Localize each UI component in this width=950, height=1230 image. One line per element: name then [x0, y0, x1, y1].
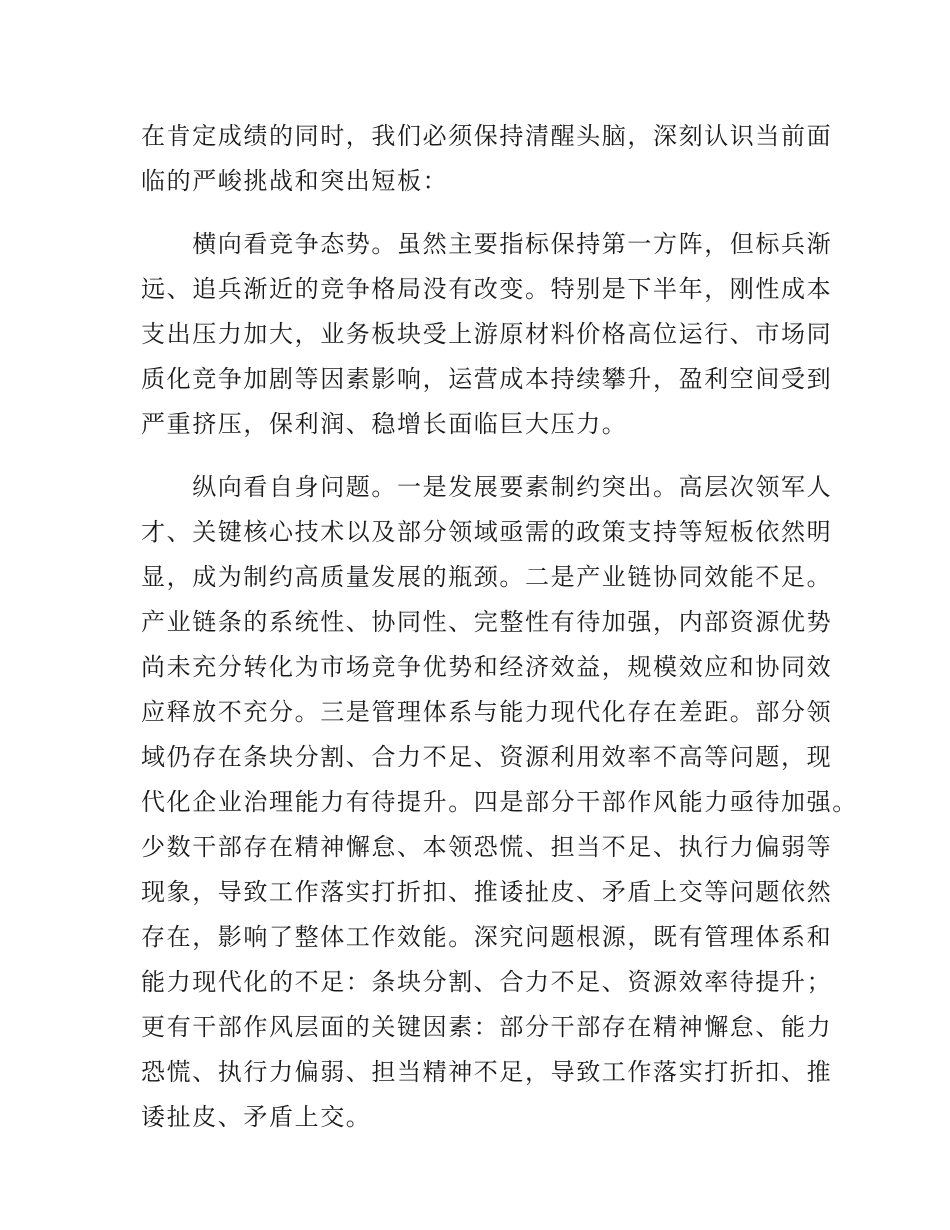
text-line: 恐慌、执行力偏弱、担当精神不足，导致工作落实打折扣、推 [141, 1058, 833, 1086]
text-line: 临的严峻挑战和突出短板： [141, 167, 449, 195]
text-line: 尚未充分转化为市场竞争优势和经济效益，规模效应和协同效 [141, 653, 833, 681]
text-line: 质化竞争加剧等因素影响，运营成本持续攀升，盈利空间受到 [141, 365, 833, 393]
text-line: 应释放不充分。三是管理体系与能力现代化存在差距。部分领 [141, 698, 833, 726]
paragraph-horizontal-competition [141, 222, 841, 447]
text-line: 域仍存在条块分割、合力不足、资源利用效率不高等问题，现 [141, 743, 833, 771]
text-line: 显，成为制约高质量发展的瓶颈。二是产业链协同效能不足。 [141, 563, 833, 591]
text-line: 诿扯皮、矛盾上交。 [141, 1103, 372, 1131]
text-line: 严重挤压，保利润、稳增长面临巨大压力。 [141, 410, 628, 438]
paragraph-intro [141, 114, 841, 204]
text-line: 在肯定成绩的同时，我们必须保持清醒头脑，深刻认识当前面 [141, 122, 833, 150]
text-line: 更有干部作风层面的关键因素：部分干部存在精神懈怠、能力 [141, 1013, 833, 1041]
text-line: 横向看竞争态势。虽然主要指标保持第一方阵，但标兵渐 [141, 230, 833, 258]
text-line: 现象，导致工作落实打折扣、推诿扯皮、矛盾上交等问题依然 [141, 878, 833, 906]
text-line: 少数干部存在精神懈怠、本领恐慌、担当不足、执行力偏弱等 [141, 833, 833, 861]
text-line: 产业链条的系统性、协同性、完整性有待加强，内部资源优势 [141, 608, 833, 636]
text-line: 存在，影响了整体工作效能。深究问题根源，既有管理体系和 [141, 923, 833, 951]
text-line: 纵向看自身问题。一是发展要素制约突出。高层次领军人 [141, 473, 833, 501]
text-line: 能力现代化的不足：条块分割、合力不足、资源效率待提升； [141, 968, 833, 996]
text-line: 远、追兵渐近的竞争格局没有改变。特别是下半年，刚性成本 [141, 275, 833, 303]
text-line: 支出压力加大，业务板块受上游原材料价格高位运行、市场同 [141, 320, 833, 348]
paragraph-vertical-problems [141, 465, 858, 1140]
text-line: 代化企业治理能力有待提升。四是部分干部作风能力亟待加强。 [141, 788, 858, 816]
text-line: 才、关键核心技术以及部分领域亟需的政策支持等短板依然明 [141, 518, 833, 546]
